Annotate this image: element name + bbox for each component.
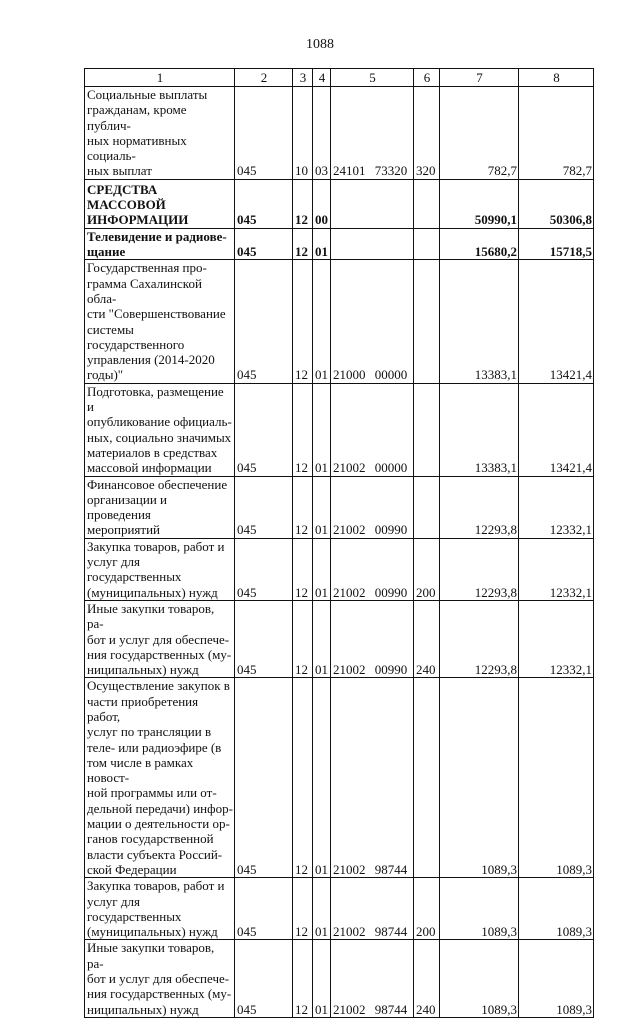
row-name: СРЕДСТВА МАССОВОЙ ИНФОРМАЦИИ	[85, 179, 235, 228]
cell-subsection: 01	[313, 383, 331, 476]
cell-admin-code: 045	[235, 179, 293, 228]
cell-expense-type: 320	[414, 87, 440, 180]
cell-expense-type: 200	[414, 878, 440, 940]
column-header: 1	[85, 69, 235, 87]
budget-table	[84, 68, 594, 1018]
cell-section: 12	[293, 538, 313, 600]
cell-section: 12	[293, 179, 313, 228]
cell-amount-year2: 1089,3	[519, 878, 594, 940]
cell-amount-year1: 50990,1	[440, 179, 519, 228]
table-row	[85, 678, 594, 878]
table-row	[85, 228, 594, 260]
row-name: Осуществление закупок в части приобретения работ, услуг по трансляции в теле- или радиоэфире (в том числе в рамках новост- ной программы или от- дельной передачи) инфор- мации о деятельности ор- ганов государственной власти субъекта Россий- ской Федерации	[85, 678, 235, 878]
cell-target-article: 21000 00000	[331, 260, 414, 383]
cell-subsection: 01	[313, 476, 331, 538]
cell-amount-year1: 1089,3	[440, 940, 519, 1017]
cell-amount-year1: 12293,8	[440, 600, 519, 677]
table-row	[85, 260, 594, 383]
cell-target-article: 24101 73320	[331, 87, 414, 180]
column-header: 8	[519, 69, 594, 87]
cell-subsection: 01	[313, 600, 331, 677]
cell-subsection: 00	[313, 179, 331, 228]
cell-admin-code: 045	[235, 940, 293, 1017]
cell-amount-year2: 1089,3	[519, 940, 594, 1017]
column-header: 5	[331, 69, 414, 87]
cell-section: 12	[293, 260, 313, 383]
table-row	[85, 538, 594, 600]
cell-admin-code: 045	[235, 538, 293, 600]
table-row	[85, 179, 594, 228]
cell-section: 12	[293, 678, 313, 878]
cell-section: 12	[293, 878, 313, 940]
cell-subsection: 01	[313, 878, 331, 940]
cell-amount-year2: 50306,8	[519, 179, 594, 228]
row-name: Закупка товаров, работ и услуг для государственных (муниципальных) нужд	[85, 538, 235, 600]
cell-amount-year1: 15680,2	[440, 228, 519, 260]
cell-expense-type	[414, 678, 440, 878]
table-row	[85, 600, 594, 677]
cell-amount-year1: 12293,8	[440, 538, 519, 600]
cell-expense-type: 240	[414, 940, 440, 1017]
cell-admin-code: 045	[235, 87, 293, 180]
cell-target-article	[331, 179, 414, 228]
table-row	[85, 878, 594, 940]
cell-amount-year2: 782,7	[519, 87, 594, 180]
cell-target-article: 21002 00000	[331, 383, 414, 476]
row-name: Подготовка, размещение и опубликование официаль- ных, социально значимых материалов в средствах массовой информации	[85, 383, 235, 476]
cell-admin-code: 045	[235, 260, 293, 383]
cell-target-article: 21002 98744	[331, 878, 414, 940]
cell-amount-year2: 13421,4	[519, 383, 594, 476]
cell-expense-type	[414, 179, 440, 228]
cell-amount-year2: 1089,3	[519, 678, 594, 878]
row-name: Закупка товаров, работ и услуг для государственных (муниципальных) нужд	[85, 878, 235, 940]
cell-target-article: 21002 00990	[331, 476, 414, 538]
cell-admin-code: 045	[235, 600, 293, 677]
table-row	[85, 940, 594, 1017]
cell-subsection: 01	[313, 940, 331, 1017]
cell-target-article: 21002 98744	[331, 940, 414, 1017]
row-name: Социальные выплаты гражданам, кроме публич- ных нормативных социаль- ных выплат	[85, 87, 235, 180]
row-name: Государственная про- грамма Сахалинской обла- сти "Совершенствование системы государственного управления (2014-2020 годы)"	[85, 260, 235, 383]
row-name: Финансовое обеспечение организации и проведения мероприятий	[85, 476, 235, 538]
table-row	[85, 87, 594, 180]
cell-section: 12	[293, 600, 313, 677]
column-header: 4	[313, 69, 331, 87]
cell-admin-code: 045	[235, 228, 293, 260]
row-name: Иные закупки товаров, ра- бот и услуг для обеспече- ния государственных (му- ниципальных) нужд	[85, 940, 235, 1017]
cell-amount-year1: 1089,3	[440, 678, 519, 878]
cell-amount-year2: 15718,5	[519, 228, 594, 260]
cell-admin-code: 045	[235, 383, 293, 476]
cell-target-article	[331, 228, 414, 260]
cell-amount-year1: 1089,3	[440, 878, 519, 940]
cell-subsection: 01	[313, 260, 331, 383]
cell-amount-year1: 13383,1	[440, 260, 519, 383]
cell-amount-year2: 13421,4	[519, 260, 594, 383]
cell-section: 12	[293, 383, 313, 476]
table-header-row	[85, 69, 594, 87]
cell-subsection: 03	[313, 87, 331, 180]
page-number: 1088	[306, 37, 334, 52]
cell-section: 12	[293, 940, 313, 1017]
cell-subsection: 01	[313, 678, 331, 878]
cell-expense-type	[414, 383, 440, 476]
cell-target-article: 21002 00990	[331, 600, 414, 677]
cell-amount-year1: 782,7	[440, 87, 519, 180]
cell-expense-type	[414, 260, 440, 383]
cell-admin-code: 045	[235, 476, 293, 538]
cell-expense-type: 240	[414, 600, 440, 677]
cell-subsection: 01	[313, 538, 331, 600]
row-name: Телевидение и радиове- щание	[85, 228, 235, 260]
column-header: 2	[235, 69, 293, 87]
cell-expense-type	[414, 228, 440, 260]
row-name: Иные закупки товаров, ра- бот и услуг для обеспече- ния государственных (му- ниципальных) нужд	[85, 600, 235, 677]
cell-amount-year1: 13383,1	[440, 383, 519, 476]
cell-section: 12	[293, 476, 313, 538]
column-header: 3	[293, 69, 313, 87]
column-header: 6	[414, 69, 440, 87]
cell-expense-type: 200	[414, 538, 440, 600]
table-row	[85, 383, 594, 476]
cell-amount-year1: 12293,8	[440, 476, 519, 538]
cell-expense-type	[414, 476, 440, 538]
cell-amount-year2: 12332,1	[519, 538, 594, 600]
cell-subsection: 01	[313, 228, 331, 260]
cell-target-article: 21002 98744	[331, 678, 414, 878]
table-row	[85, 476, 594, 538]
cell-target-article: 21002 00990	[331, 538, 414, 600]
cell-amount-year2: 12332,1	[519, 600, 594, 677]
cell-section: 12	[293, 228, 313, 260]
cell-amount-year2: 12332,1	[519, 476, 594, 538]
cell-section: 10	[293, 87, 313, 180]
cell-admin-code: 045	[235, 678, 293, 878]
column-header: 7	[440, 69, 519, 87]
cell-admin-code: 045	[235, 878, 293, 940]
